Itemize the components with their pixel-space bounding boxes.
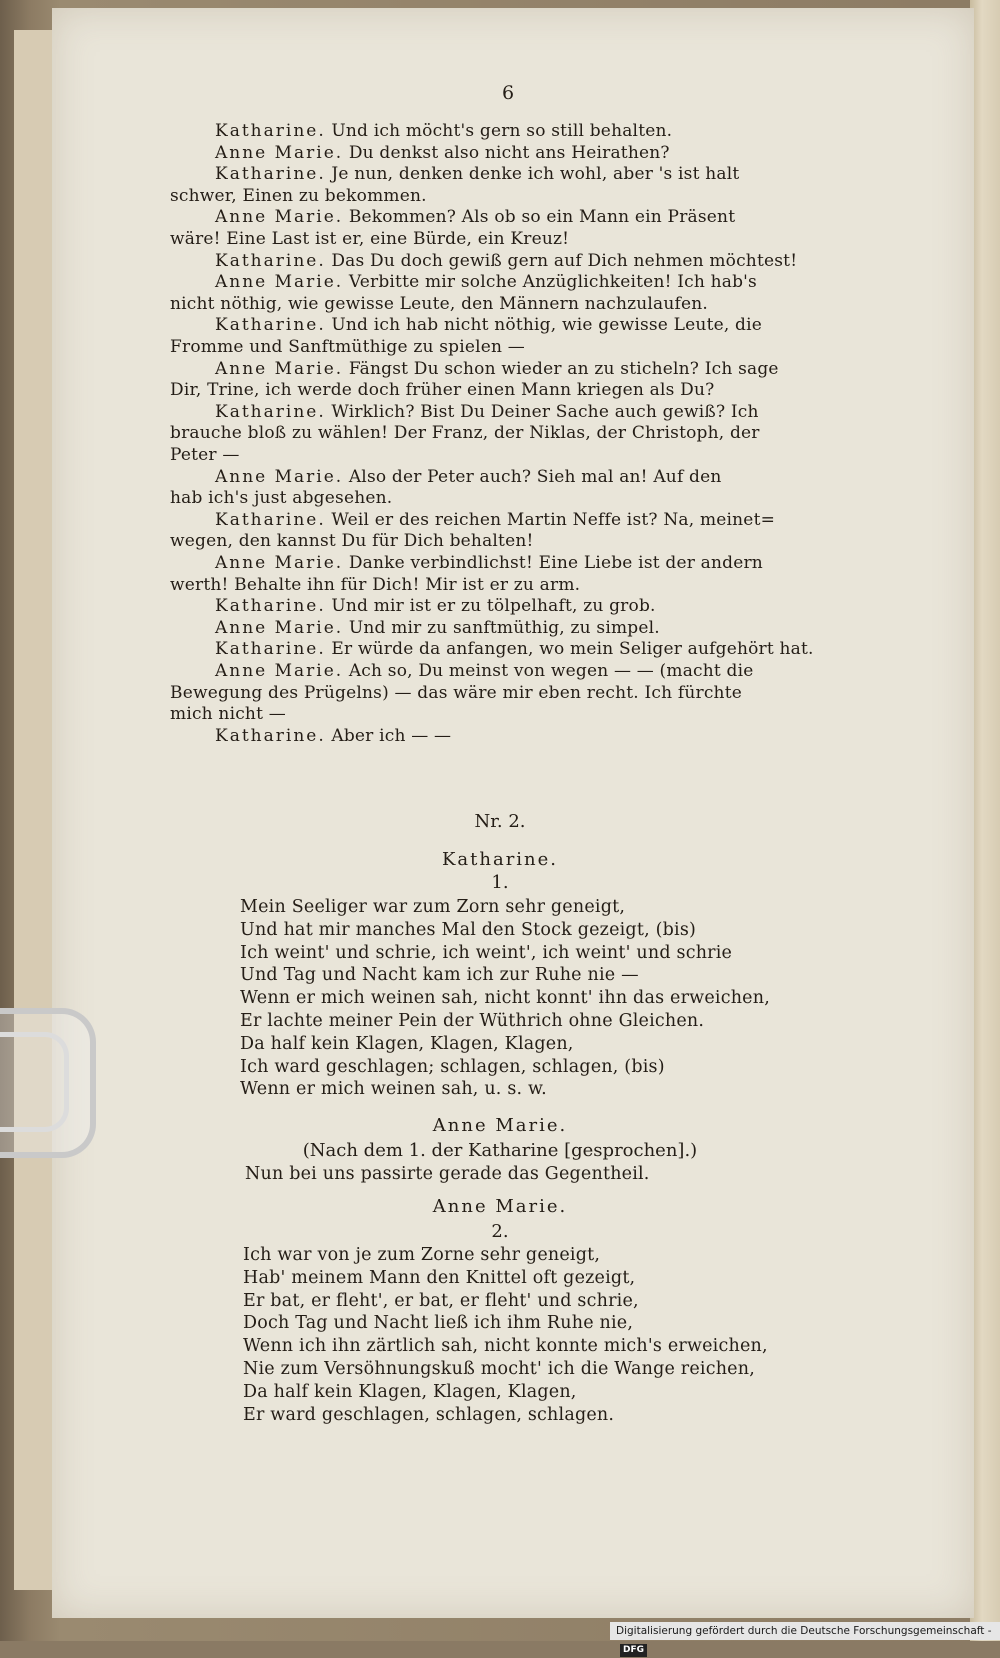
dialogue-line bbox=[215, 315, 762, 335]
dialogue-line bbox=[170, 445, 240, 465]
verse-line: Er lachte meiner Pein der Wüthrich ohne Gleichen. bbox=[240, 1011, 705, 1031]
verse-line: Wenn ich ihn zärtlich sah, nicht konnte mich's erweichen, bbox=[243, 1336, 768, 1357]
dialogue-line bbox=[170, 229, 569, 249]
dialogue-line bbox=[170, 294, 708, 314]
footer-credit bbox=[610, 1622, 1000, 1655]
dialogue-line bbox=[215, 726, 451, 746]
singer-heading-anne-marie: Anne Marie. bbox=[432, 1115, 568, 1136]
dialogue-text: Fängst Du schon wieder an zu sticheln? Ich sage bbox=[348, 358, 779, 379]
dialogue-line bbox=[170, 337, 525, 357]
dialogue-text: Weil er des reichen Martin Neffe ist? Na, meinet= bbox=[331, 509, 776, 530]
dialogue-line bbox=[170, 423, 760, 443]
dialogue-text: brauche bloß zu wählen! Der Franz, der Niklas, der Christoph, der bbox=[170, 423, 760, 444]
speaker-name: Katharine. bbox=[215, 164, 326, 185]
page-number: 6 bbox=[502, 82, 515, 104]
dialogue-line bbox=[170, 683, 742, 703]
verse-line: Er ward geschlagen, schlagen, schlagen. bbox=[243, 1404, 615, 1425]
speaker-name: Anne Marie. bbox=[215, 207, 344, 228]
dialogue-text: Wirklich? Bist Du Deiner Sache auch gewiß? Ich bbox=[331, 401, 759, 422]
dialogue-line bbox=[170, 575, 580, 595]
singer-heading-katharine: Katharine. bbox=[441, 849, 559, 870]
verse-line: Da half kein Klagen, Klagen, Klagen, bbox=[240, 1033, 574, 1054]
dialogue-line bbox=[215, 510, 775, 530]
verse-line: Mein Seeliger war zum Zorn sehr geneigt, bbox=[240, 897, 626, 917]
dialogue-text: Und ich möcht's gern so still behalten. bbox=[331, 121, 673, 141]
dialogue-text: Er würde da anfangen, wo mein Seliger aufgehört hat. bbox=[331, 639, 814, 660]
dialogue-text: hab ich's just abgesehen. bbox=[170, 488, 393, 509]
speaker-name: Katharine. bbox=[215, 596, 326, 617]
speaker-name: Anne Marie. bbox=[215, 466, 344, 487]
dialogue-text: Peter — bbox=[170, 445, 240, 465]
speaker-name: Katharine. bbox=[215, 725, 326, 746]
dialogue-text: Verbitte mir solche Anzüglichkeiten! Ich hab's bbox=[348, 272, 757, 293]
dialogue-text: Das Du doch gewiß gern auf Dich nehmen möchtest! bbox=[331, 250, 798, 271]
dialogue-line bbox=[215, 661, 754, 681]
verse-line: Hab' meinem Mann den Knittel oft gezeigt, bbox=[243, 1267, 636, 1288]
verse-line: Und hat mir manches Mal den Stock gezeigt, (bis) bbox=[240, 919, 697, 940]
speaker-name: Katharine. bbox=[215, 121, 326, 141]
dialogue-line bbox=[215, 359, 779, 379]
speaker-name: Katharine. bbox=[215, 509, 326, 530]
dialogue-line bbox=[215, 164, 739, 184]
dialogue-line bbox=[170, 380, 714, 400]
dialogue-text: Du denkst also nicht ans Heirathen? bbox=[348, 142, 670, 163]
speaker-name: Anne Marie. bbox=[215, 617, 344, 638]
dialogue-text: Ach so, Du meinst von wegen — — (macht die bbox=[348, 661, 754, 681]
dialogue-text: Und mir ist er zu tölpelhaft, zu grob. bbox=[331, 596, 656, 617]
dialogue-text: Bewegung des Prügelns) — das wäre mir eben recht. Ich fürchte bbox=[170, 682, 742, 703]
dialogue-text: wegen, den kannst Du für Dich behalten! bbox=[170, 531, 534, 552]
verse-line: Und Tag und Nacht kam ich zur Ruhe nie — bbox=[240, 965, 639, 986]
verse-line: Er bat, er fleht', er bat, er fleht' und schrie, bbox=[243, 1290, 639, 1311]
dialogue-line bbox=[215, 207, 735, 227]
verse-line: Wenn er mich weinen sah, nicht konnt' ihn das erweichen, bbox=[240, 988, 770, 1009]
verse-line: Doch Tag und Nacht ließ ich ihm Ruhe nie, bbox=[243, 1313, 634, 1334]
speaker-name: Katharine. bbox=[215, 401, 326, 422]
dialogue-text: wäre! Eine Last ist er, eine Bürde, ein Kreuz! bbox=[170, 229, 570, 249]
verse-line: Wenn er mich weinen sah, u. s. w. bbox=[240, 1079, 547, 1100]
dialogue-text: mich nicht — bbox=[170, 704, 286, 725]
dialogue-line bbox=[215, 402, 759, 422]
verse-line: Ich war von je zum Zorne sehr geneigt, bbox=[243, 1245, 601, 1265]
verse-2-number: 2. bbox=[491, 1221, 509, 1242]
verse-line: Da half kein Klagen, Klagen, Klagen, bbox=[243, 1381, 577, 1402]
dialogue-text: Bekommen? Als ob so ein Mann ein Präsent bbox=[348, 207, 736, 228]
dialogue-line bbox=[215, 251, 797, 271]
speaker-name: Katharine. bbox=[215, 250, 326, 271]
dialogue-line bbox=[215, 618, 660, 638]
verse-1-number: 1. bbox=[491, 872, 509, 893]
speaker-name: Anne Marie. bbox=[215, 142, 344, 163]
dialogue-text: schwer, Einen zu bekommen. bbox=[170, 185, 427, 206]
dialogue-text: Und ich hab nicht nöthig, wie gewisse Leute, die bbox=[331, 315, 763, 336]
dialogue-text: Danke verbindlichst! Eine Liebe ist der andern bbox=[348, 553, 763, 573]
stage-direction: (Nach dem 1. der Katharine [gesprochen].) bbox=[302, 1140, 698, 1161]
dialogue-text: Also der Peter auch? Sieh mal an! Auf den bbox=[348, 466, 722, 487]
dialogue-line bbox=[215, 121, 672, 141]
dialogue-line bbox=[215, 639, 814, 659]
speaker-name: Anne Marie. bbox=[215, 358, 344, 379]
song-number-heading: Nr. 2. bbox=[474, 811, 526, 832]
speaker-name: Katharine. bbox=[215, 315, 326, 336]
dfg-logo-badge: DFG bbox=[620, 1644, 647, 1657]
singer-heading-anne-marie-2: Anne Marie. bbox=[432, 1196, 568, 1217]
dialogue-text: Und mir zu sanftmüthig, zu simpel. bbox=[348, 617, 660, 638]
speaker-name: Anne Marie. bbox=[215, 661, 344, 681]
dialogue-line bbox=[170, 531, 534, 551]
dialogue-line bbox=[170, 704, 286, 724]
verse-line: Nun bei uns passirte gerade das Gegentheil. bbox=[245, 1164, 650, 1184]
verse-line: Nie zum Versöhnungskuß mocht' ich die Wange reichen, bbox=[243, 1359, 755, 1379]
dialogue-text: nicht nöthig, wie gewisse Leute, den Männern nachzulaufen. bbox=[170, 293, 709, 314]
verse-line: Ich weint' und schrie, ich weint', ich weint' und schrie bbox=[240, 942, 733, 963]
speaker-name: Anne Marie. bbox=[215, 272, 344, 293]
verse-line: Ich ward geschlagen; schlagen, schlagen, (bis) bbox=[240, 1056, 665, 1077]
dialogue-text: Je nun, denken denke ich wohl, aber 's ist halt bbox=[331, 164, 740, 185]
dialogue-text: Dir, Trine, ich werde doch früher einen Mann kriegen als Du? bbox=[170, 380, 715, 401]
dialogue-line bbox=[215, 553, 763, 573]
speaker-name: Katharine. bbox=[215, 639, 326, 660]
dialogue-line bbox=[170, 488, 392, 508]
footer-text: Digitalisierung gefördert durch die Deutsche Forschungsgemeinschaft - bbox=[616, 1625, 992, 1637]
dialogue-line bbox=[215, 467, 722, 487]
dialogue-text: werth! Behalte ihn für Dich! Mir ist er zu arm. bbox=[170, 574, 581, 595]
dialogue-line bbox=[170, 186, 427, 206]
dialogue-line bbox=[215, 596, 656, 616]
dialogue-text: Aber ich — — bbox=[331, 725, 452, 746]
speaker-name: Anne Marie. bbox=[215, 553, 344, 573]
dialogue-line bbox=[215, 143, 670, 163]
dialogue-line bbox=[215, 272, 757, 292]
dialogue-text: Fromme und Sanftmüthige zu spielen — bbox=[170, 337, 525, 357]
